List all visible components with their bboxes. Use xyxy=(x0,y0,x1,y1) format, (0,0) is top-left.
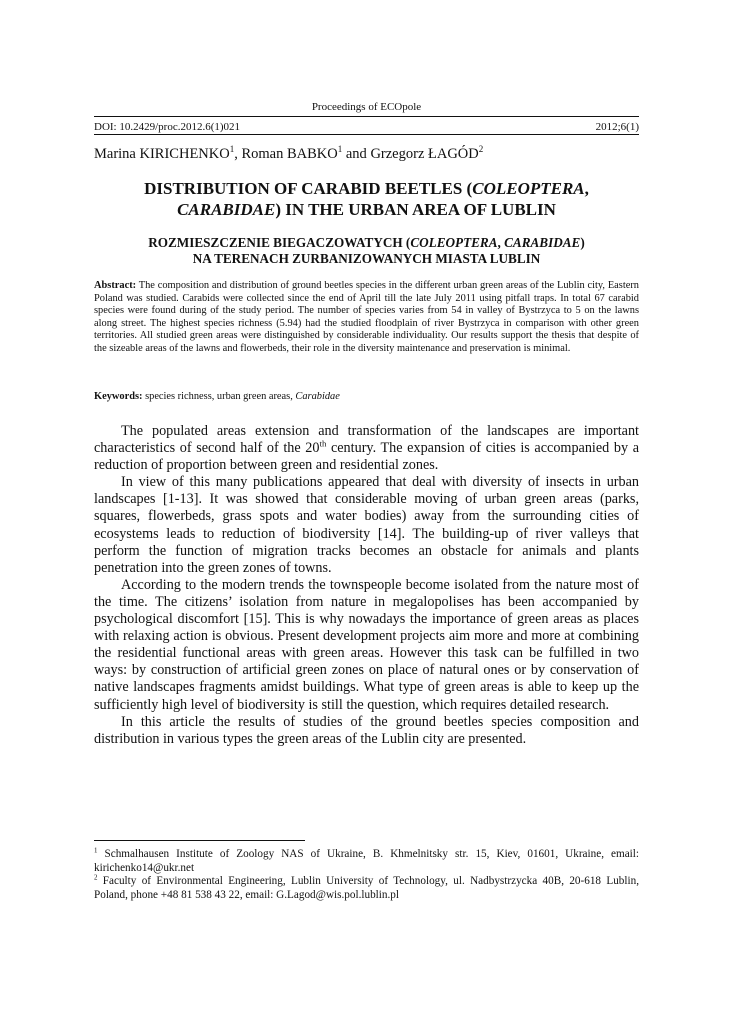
footnote-rule xyxy=(94,840,305,841)
author-name: Marina KIRICHENKO xyxy=(94,146,230,162)
volume-text: 2012;6(1) xyxy=(595,121,639,133)
ordinal-superscript: th xyxy=(319,438,327,449)
title-pl-italic: CARABIDAE xyxy=(504,235,581,250)
footnote xyxy=(94,875,639,902)
author-affiliation-mark: 2 xyxy=(478,144,484,155)
author-name: Grzegorz ŁAGÓD xyxy=(370,146,479,162)
author-name: Roman BABKO xyxy=(241,146,338,162)
author-list xyxy=(94,146,483,163)
title-pl-part: , xyxy=(497,235,505,250)
footnotes xyxy=(94,848,639,902)
body-text xyxy=(94,423,639,748)
doi-rule xyxy=(94,134,639,135)
doi-text: DOI: 10.2429/proc.2012.6(1)021 xyxy=(94,121,241,133)
header-rule xyxy=(94,116,639,117)
title-pl-italic: COLEOPTERA xyxy=(410,235,498,250)
title-pl-part: NA TERENACH ZURBANIZOWANYCH MIASTA LUBLIN xyxy=(192,251,541,266)
paragraph: According to the modern trends the townspeople become isolated from the nature most of the time. The citizens’ isolation from nature in megalopolises has been accompanied by psychological discomfort [15]. This is why nowadays the importance of green areas as places with relaxing action is obvious. Present development projects aim more and more at combining the residential functional areas with green areas. However this task can be fulfilled in two ways: by construction of artificial green zones on place of natural ones or by conservation of native landscapes fragments amidst buildings. What type of green areas is able to keep up the sufficiently high level of biodiversity is still the question, which requires detailed research. xyxy=(94,576,639,713)
paragraph: In view of this many publications appeared that deal with diversity of insects in urban landscapes [1-13]. It was showed that considerable moving of urban green areas (parks, squares, flowerbeds, grass spots and water bodies) away from the surrounding cities of ecosystems leads to reduction of biodiversity [14]. The building-up of river valleys that perform the function of migration tracks becomes an obstacle for animals and plants penetration into the green zones of towns. xyxy=(94,474,639,576)
keywords xyxy=(94,391,639,402)
abstract-label: Abstract: xyxy=(94,280,137,291)
keywords-text: species richness, urban green areas, xyxy=(142,391,296,402)
title-part: DISTRIBUTION OF CARABID BEETLES ( xyxy=(144,179,473,198)
keywords-label: Keywords: xyxy=(94,391,143,402)
author-separator: and xyxy=(342,146,371,162)
footnote-text: Schmalhausen Institute of Zoology NAS of Ukraine, B. Khmelnitsky str. 15, Kiev, 01601, Ukraine, email: kirichenko14@ukr.net xyxy=(94,848,639,874)
abstract-text: The composition and distribution of ground beetles species in the different urban green areas of the Lublin city, Eastern Poland was studied. Carabids were collected since the end of April till the late July 2011 using pitfall traps. In total 67 carabid species were found during of the study period. The number of species varies from 54 in valley of Bystrzyca to 5 on the lawns along street. The highest species richness (5.94) had the studied floodplain of river Bystrzyca in comparison with other green territories. All studied green areas were distinguished by considerable individuality. Our results support the thesis that despite of the sizeable areas of the lawns and flowerbeds, their role in the diversity maintenance and preservation is minimal. xyxy=(94,280,639,354)
title-part: ) IN THE URBAN AREA OF LUBLIN xyxy=(275,200,556,219)
title-pl-part: ) xyxy=(580,235,585,250)
title-italic: COLEOPTERA xyxy=(472,179,585,198)
paragraph: In this article the results of studies of the ground beetles species composition and distribution in various types the green areas of the Lublin city are presented. xyxy=(94,713,639,747)
title-pl-part: ROZMIESZCZENIE BIEGACZOWATYCH ( xyxy=(148,235,411,250)
journal-name: Proceedings of ECOpole xyxy=(311,101,422,113)
author-affiliation-mark: 1 xyxy=(229,144,235,155)
paper-title xyxy=(94,178,639,220)
keywords-italic: Carabidae xyxy=(295,391,340,402)
title-part: , xyxy=(584,179,589,198)
footnote-mark: 1 xyxy=(94,846,98,855)
footnote-text: Faculty of Environmental Engineering, Lublin University of Technology, ul. Nadbystrzycka 40B, 20-618 Lublin, Poland, phone +48 81 538 43 22, email: G.Lagod@wis.pol.lublin.pl xyxy=(94,875,639,901)
author-separator: , xyxy=(234,146,242,162)
author-affiliation-mark: 1 xyxy=(337,144,343,155)
paragraph xyxy=(94,423,639,474)
paper-title-polish xyxy=(94,235,639,267)
doi-row xyxy=(94,121,639,133)
title-italic: CARABIDAE xyxy=(177,200,276,219)
abstract xyxy=(94,280,639,356)
paragraph-text: The populated areas extension and transformation of the landscapes are important characteristics of second half of the 20 xyxy=(94,423,639,457)
paragraph-text: century. The expansion of cities is accompanied by a reduction of proportion between green and residential zones. xyxy=(94,440,639,474)
footnote-mark: 2 xyxy=(94,873,98,882)
footnote xyxy=(94,848,639,875)
